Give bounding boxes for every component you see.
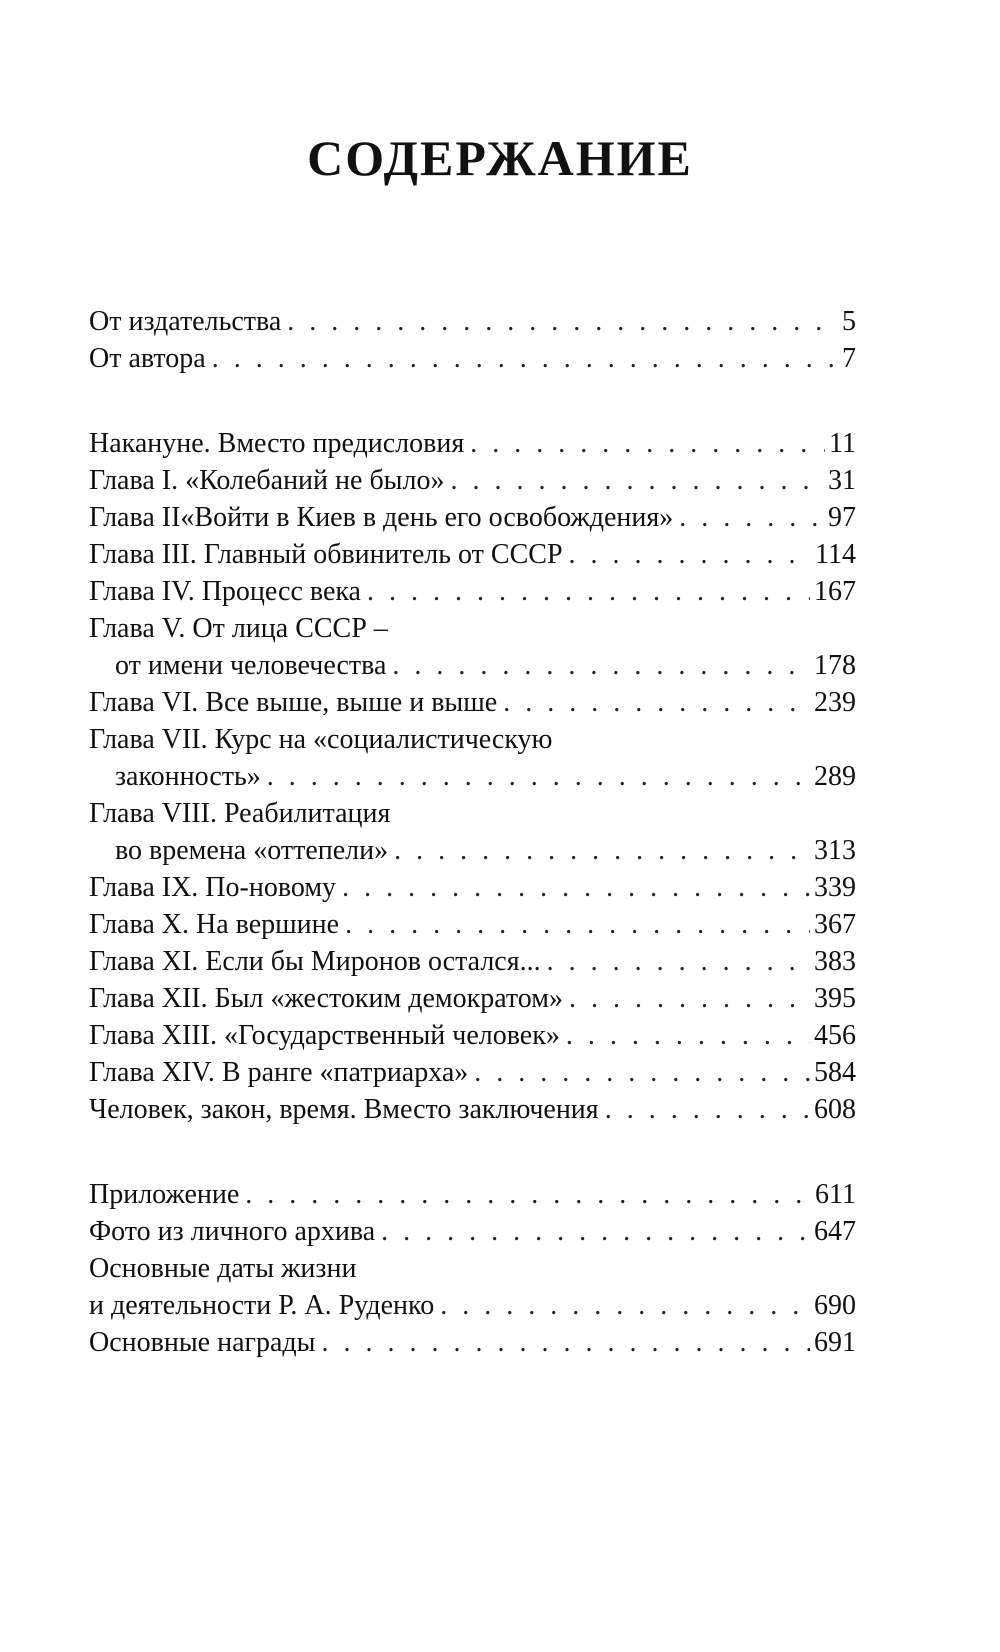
toc-entry-title: Основные даты жизни — [89, 1253, 357, 1284]
dot-leader — [345, 906, 810, 944]
dot-leader — [450, 462, 824, 500]
toc-entry-preface — [89, 425, 856, 463]
dot-leader — [470, 425, 825, 463]
toc-page-number: 584 — [814, 1057, 856, 1088]
toc-entry-dates — [89, 1250, 856, 1288]
toc-entry-title: Глава IX. По-новому — [89, 872, 337, 903]
dot-leader — [367, 573, 810, 611]
toc-page-number: 97 — [828, 502, 856, 533]
dot-leader — [394, 832, 810, 870]
toc-entry-chapter-10 — [89, 906, 856, 944]
dot-leader — [474, 1054, 810, 1092]
dot-leader — [245, 1176, 811, 1214]
toc-entry-title: Глава IV. Процесс века — [89, 576, 361, 607]
dot-leader — [267, 758, 810, 796]
toc-page-number: 178 — [814, 650, 856, 681]
toc-page-number: 690 — [814, 1290, 856, 1321]
toc-page-number: 289 — [814, 761, 856, 792]
toc-page-number: 456 — [814, 1020, 856, 1051]
toc-page-number: 31 — [828, 465, 856, 496]
toc-entry-title: Глава X. На вершине — [89, 909, 340, 940]
dot-leader — [569, 536, 812, 574]
toc-entry-chapter-12 — [89, 980, 856, 1018]
toc-entry-title-continuation: во времена «оттепели» — [115, 835, 389, 866]
toc-entry-chapter-13 — [89, 1017, 856, 1055]
toc-entry-title: Глава III. Главный обвинитель от СССР — [89, 539, 563, 570]
toc-entry-title: Фото из личного архива — [89, 1216, 376, 1247]
dot-leader — [321, 1324, 810, 1362]
toc-entry-chapter-14 — [89, 1054, 856, 1092]
toc-page-number: 339 — [814, 872, 856, 903]
toc-page-number: 167 — [814, 576, 856, 607]
toc-entry-title: Человек, закон, время. Вместо заключения — [89, 1094, 599, 1125]
toc-entry-appendix — [89, 1176, 856, 1214]
toc-page-number: 608 — [814, 1094, 856, 1125]
toc-page-number: 114 — [815, 539, 856, 570]
toc-entry-from-publisher — [89, 303, 856, 341]
toc-page-number: 647 — [814, 1216, 856, 1247]
toc-entry-title-continuation: и деятельности Р. А. Руденко — [89, 1290, 435, 1321]
toc-entry-chapter-5 — [89, 610, 856, 648]
toc-entry-title: Глава XI. Если бы Миронов остался... — [89, 946, 541, 977]
toc-entry-title: Глава VIII. Реабилитация — [89, 798, 391, 829]
toc-entry-chapter-11 — [89, 943, 856, 981]
toc-page-number: 11 — [829, 428, 856, 459]
toc-entry-title: От издательства — [89, 306, 282, 337]
toc-page-number: 691 — [814, 1327, 856, 1358]
toc-page-number: 367 — [814, 909, 856, 940]
toc-page-number: 611 — [815, 1179, 856, 1210]
toc-page-number: 313 — [814, 835, 856, 866]
toc-entry-title: Глава VII. Курс на «социалистическую — [89, 724, 553, 755]
toc-entry-awards — [89, 1324, 856, 1362]
dot-leader — [381, 1213, 810, 1251]
toc-entry-title-continuation: законность» — [115, 761, 261, 792]
toc-entry-photos — [89, 1213, 856, 1251]
toc-page-number: 239 — [814, 687, 856, 718]
toc-entry-title: Приложение — [89, 1179, 240, 1210]
toc-entry-title: Глава V. От лица СССР – — [89, 613, 388, 644]
dot-leader — [212, 340, 838, 378]
dot-leader — [566, 1017, 810, 1055]
dot-leader — [503, 684, 810, 722]
dot-leader — [679, 499, 824, 537]
toc-entry-title: Глава XII. Был «жестоким демократом» — [89, 983, 563, 1014]
toc-entry-chapter-6 — [89, 684, 856, 722]
toc-entry-title: Глава XIV. В ранге «патриарха» — [89, 1057, 469, 1088]
dot-leader — [342, 869, 810, 907]
toc-page-number: 5 — [842, 306, 856, 337]
toc-entry-dates-continuation — [89, 1287, 856, 1325]
toc-entry-chapter-2 — [89, 499, 856, 537]
toc-entry-title: Глава XIII. «Государственный человек» — [89, 1020, 560, 1051]
toc-page-number: 383 — [814, 946, 856, 977]
dot-leader — [287, 303, 838, 341]
toc-entry-chapter-4 — [89, 573, 856, 611]
toc-entry-chapter-9 — [89, 869, 856, 907]
toc-page-number: 7 — [842, 343, 856, 374]
toc-entry-chapter-7 — [89, 721, 856, 759]
dot-leader — [605, 1091, 810, 1129]
toc-entry-chapter-8-continuation — [115, 832, 856, 870]
toc-entry-from-author — [89, 340, 856, 378]
toc-entry-chapter-7-continuation — [115, 758, 856, 796]
dot-leader — [392, 647, 810, 685]
toc-entry-title: Глава I. «Колебаний не было» — [89, 465, 445, 496]
toc-entry-chapter-1 — [89, 462, 856, 500]
dot-leader — [547, 943, 810, 981]
toc-entry-title: Основные награды — [89, 1327, 316, 1358]
toc-entry-chapter-5-continuation — [115, 647, 856, 685]
toc-entry-title: Глава VI. Все выше, выше и выше — [89, 687, 498, 718]
dot-leader — [569, 980, 810, 1018]
toc-entry-conclusion — [89, 1091, 856, 1129]
toc-entry-title: От автора — [89, 343, 206, 374]
page-title: СОДЕРЖАНИЕ — [307, 130, 693, 186]
toc-entry-title: Глава II«Войти в Киев в день его освобождения» — [89, 502, 674, 533]
toc-page-number: 395 — [814, 983, 856, 1014]
toc-entry-chapter-8 — [89, 795, 856, 833]
toc-entry-title-continuation: от имени человечества — [115, 650, 387, 681]
dot-leader — [440, 1287, 810, 1325]
toc-entry-chapter-3 — [89, 536, 856, 574]
toc-entry-title: Накануне. Вместо предисловия — [89, 428, 465, 459]
